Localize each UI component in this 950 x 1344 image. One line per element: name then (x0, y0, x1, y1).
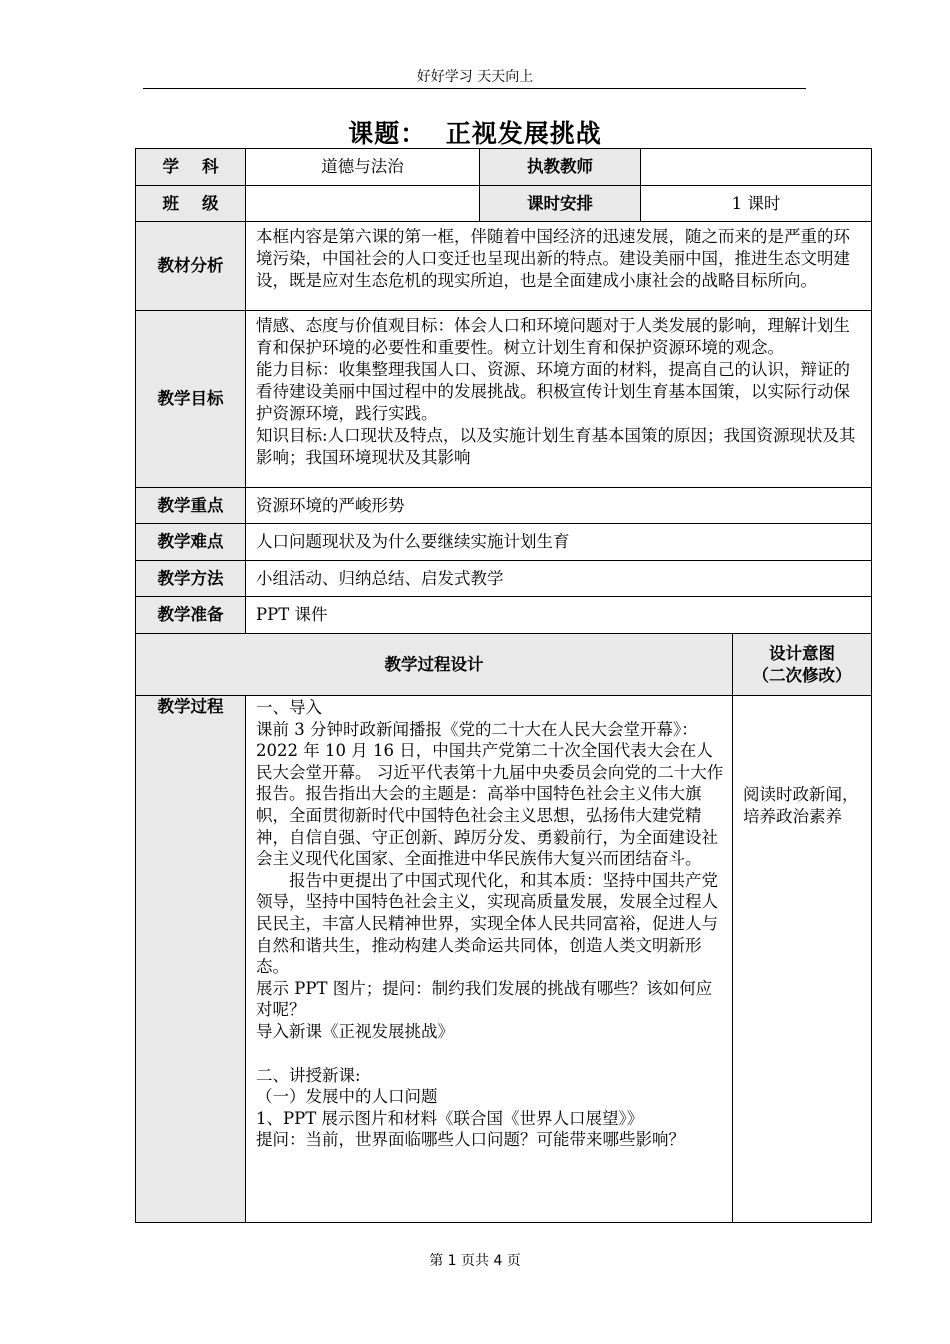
row-objectives (136, 311, 872, 488)
intro-new-lesson: 导入新课《正视发展挑战》 (256, 1021, 454, 1041)
page-header: 好好学习 天天向上 (416, 69, 534, 85)
spacer (256, 1043, 724, 1065)
page-title: 课题： 正视发展挑战 (348, 119, 602, 148)
header-rule (143, 88, 806, 89)
design-intent-text: 阅读时政新闻，培养政治素养 (743, 785, 859, 826)
subject-label: 学 科 (136, 149, 246, 186)
process-design-label: 教学过程设计 (136, 634, 733, 696)
preparation-text: PPT 课件 (246, 597, 872, 634)
intro-report: 报告中更提出了中国式现代化，和其本质：坚持中国共产党领导，坚持中国特色社会主义，实现高质量发展，发展全过程人民民主，丰富人民精神世界，实现全体人民共同富裕，促进人与自然和谐共生，推动构建人类命运共同体，创造人类文明新形态。 (256, 870, 718, 977)
objectives-cell (246, 311, 872, 488)
analysis-text: 本框内容是第六课的第一框，伴随着中国经济的迅速发展，随之而来的是严重的环境污染，中国社会的人口变迁也呈现出新的特点。建设美丽中国，推进生态文明建设，既是应对生态危机的现实所迫，也是全面建成小康社会的战略目标所向。 (256, 227, 850, 290)
row-subject (136, 149, 872, 186)
difficulty-text: 人口问题现状及为什么要继续实施计划生育 (246, 524, 872, 561)
intro-heading: 一、导入 (256, 698, 322, 717)
design-intent-subtitle: （二次修改） (752, 665, 852, 685)
row-process (136, 696, 872, 1223)
difficulty-label: 教学难点 (136, 524, 246, 561)
objective-knowledge: 知识目标:人口现状及特点，以及实施计划生育基本国策的原因；我国资源现状及其影响；我国环境现状及其影响 (256, 426, 856, 467)
method-text: 小组活动、归纳总结、启发式教学 (246, 561, 872, 597)
preparation-label: 教学准备 (136, 597, 246, 634)
objective-emotion: 情感、态度与价值观目标：体会人口和环境问题对于人类发展的影响，理解计划生育和保护环境的必要性和重要性。树立计划生育和保护资源环境的观念。 (256, 316, 850, 357)
design-intent-header (733, 634, 872, 696)
schedule-value: 1 课时 (641, 186, 872, 222)
key-point-label: 教学重点 (136, 488, 246, 524)
schedule-label: 课时安排 (480, 186, 641, 222)
step-1: 1、PPT 展示图片和材料《联合国《世界人口展望》》 (256, 1108, 644, 1128)
intro-question: 展示 PPT 图片；提问：制约我们发展的挑战有哪些？该如何应对呢？ (256, 978, 713, 1020)
process-label: 教学过程 (136, 696, 246, 1223)
analysis-label: 教材分析 (136, 222, 246, 311)
design-intent-cell (733, 696, 872, 1223)
class-value (246, 186, 480, 222)
row-analysis (136, 222, 872, 311)
section-population: （一）发展中的人口问题 (256, 1087, 438, 1107)
analysis-cell (246, 222, 872, 311)
teach-heading: 二、讲授新课: (256, 1065, 361, 1085)
objectives-label: 教学目标 (136, 311, 246, 488)
step-1-question: 提问：当前，世界面临哪些人口问题？可能带来哪些影响？ (256, 1130, 685, 1150)
row-key-point (136, 488, 872, 524)
row-preparation (136, 597, 872, 634)
design-intent-title: 设计意图 (769, 643, 835, 663)
row-process-header (136, 634, 872, 696)
intro-news: 课前 3 分钟时政新闻播报《党的二十大在人民大会堂开幕》： 2022 年 10 月 16 日，中国共产党第二十次全国代表大会在人民大会堂开幕。 习近平代表第十九届中央委员会向党的二十大作报告。报告指出大会的主题是：高举中国特色社会主义伟大旗帜，全面贯彻新时代中国特色社会主义思想，弘扬伟大建党精神，自信自强、守正创新、踔厉分发、勇毅前行，为全面建设社会主义现代化国家、全面推进中华民族伟大复兴而团结奋斗。 (256, 719, 724, 869)
page-footer: 第 1 页共 4 页 (429, 1253, 521, 1269)
row-method (136, 561, 872, 597)
teacher-value (641, 149, 872, 186)
row-difficulty (136, 524, 872, 561)
key-point-text: 资源环境的严峻形势 (246, 488, 872, 524)
method-label: 教学方法 (136, 561, 246, 597)
row-class (136, 186, 872, 222)
objective-ability: 能力目标：收集整理我国人口、资源、环境方面的材料，提高自己的认识，辩证的看待建设美丽中国过程中的发展挑战。积极宣传计划生育基本国策，以实际行动保护资源环境，践行实践。 (256, 360, 850, 423)
process-content (246, 696, 733, 1223)
class-label: 班 级 (136, 186, 246, 222)
teacher-label: 执教教师 (480, 149, 641, 186)
subject-value: 道德与法治 (246, 149, 480, 186)
lesson-plan-table (135, 148, 872, 1223)
